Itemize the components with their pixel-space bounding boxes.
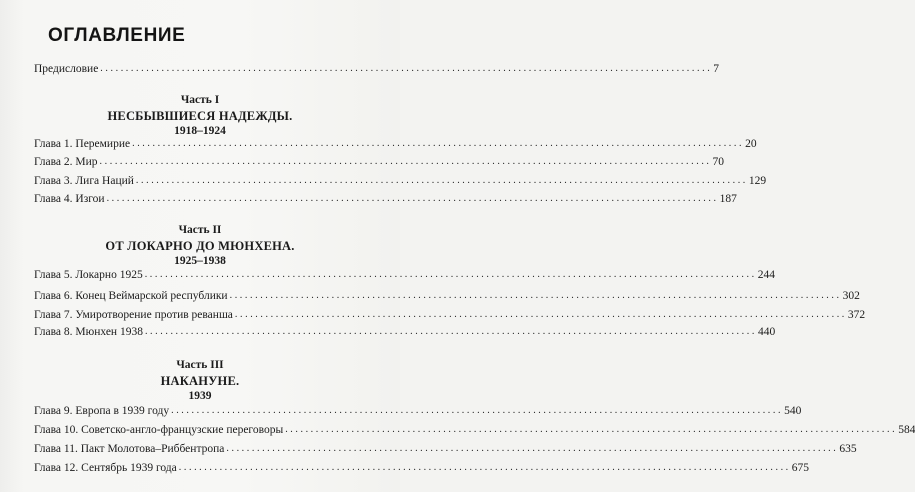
toc-entry-page: 540 [784, 405, 802, 417]
toc-entry-title: Предисловие [34, 63, 99, 75]
toc-entry-title: Глава 9. Европа в 1939 году [34, 405, 170, 417]
toc-entry-title: Глава 12. Сентябрь 1939 года [34, 462, 177, 474]
part-label: Часть I [180, 94, 220, 106]
dot-leader: ........................................................................................................................ [132, 138, 745, 149]
dot-leader: ........................................................................................................................ [106, 193, 719, 204]
toc-entry-page: 70 [712, 156, 725, 168]
toc-entry-title: Глава 1. Перемирие [34, 138, 131, 150]
toc-entry-preface [34, 60, 720, 76]
toc-entry-title: Глава 6. Конец Веймарской республики [34, 290, 228, 302]
toc-entry-title: Глава 10. Советско-англо-французские переговоры [34, 424, 284, 436]
dot-leader: ........................................................................................................................ [178, 462, 791, 473]
toc-entry-page: 244 [757, 269, 775, 281]
toc-entry-title: Глава 8. Мюнхен 1938 [34, 326, 143, 338]
toc-entry-chapter [34, 153, 725, 169]
toc-entry-chapter [34, 172, 767, 188]
dot-leader: ........................................................................................................................ [144, 269, 757, 280]
part-years: 1918–1924 [174, 125, 226, 137]
toc-entry-title: Глава 2. Мир [34, 156, 98, 168]
toc-entry-page: 7 [713, 63, 720, 75]
dot-leader: ........................................................................................................................ [171, 405, 784, 416]
toc-entry-chapter [34, 266, 775, 282]
toc-entry-chapter [34, 459, 810, 475]
toc-entry-page: 584 [898, 424, 915, 436]
toc-entry-chapter [34, 402, 802, 418]
part-label: Часть III [176, 359, 224, 371]
dot-leader: ........................................................................................................................ [229, 290, 842, 301]
part-heading [0, 223, 400, 269]
dot-leader: ........................................................................................................................ [99, 156, 712, 167]
toc-entry-chapter [34, 135, 757, 151]
part-title: ОТ ЛОКАРНО ДО МЮНХЕНА. [105, 239, 295, 253]
page-title: ОГЛАВЛЕНИЕ [48, 25, 186, 46]
toc-entry-page: 302 [842, 290, 860, 302]
toc-entry-title: Глава 4. Изгои [34, 193, 105, 205]
toc-entry-chapter [34, 323, 776, 339]
toc-entry-chapter [34, 440, 857, 456]
toc-entry-title: Глава 7. Умиротворение против реванша [34, 309, 233, 321]
part-label: Часть II [178, 224, 222, 236]
toc-entry-page: 635 [839, 443, 857, 455]
toc-entry-page: 20 [745, 138, 757, 150]
toc-entry-chapter [34, 306, 866, 322]
part-title: НАКАНУНЕ. [160, 374, 240, 388]
toc-entry-title: Глава 3. Лига Наций [34, 175, 134, 187]
toc-entry-page: 675 [791, 462, 810, 474]
toc-entry-page: 440 [757, 326, 776, 338]
part-years: 1939 [188, 390, 212, 402]
toc-entry-chapter [34, 421, 915, 437]
toc-entry-page: 187 [719, 193, 737, 205]
part-heading [0, 93, 400, 139]
dot-leader: ........................................................................................................................ [285, 424, 898, 435]
dot-leader: ........................................................................................................................ [100, 63, 713, 74]
toc-entry-page: 372 [847, 309, 866, 321]
toc-entry-page: 129 [748, 175, 767, 187]
dot-leader: ........................................................................................................................ [234, 309, 847, 320]
toc-entry-chapter [34, 287, 860, 303]
dot-leader: ........................................................................................................................ [226, 443, 839, 454]
toc-entry-chapter [34, 190, 737, 206]
dot-leader: ........................................................................................................................ [144, 326, 757, 337]
dot-leader: ........................................................................................................................ [135, 175, 748, 186]
toc-entry-title: Глава 11. Пакт Молотова–Риббентропа [34, 443, 225, 455]
part-heading [0, 358, 400, 404]
part-years: 1925–1938 [174, 255, 226, 267]
toc-entry-title: Глава 5. Локарно 1925 [34, 269, 143, 281]
part-title: НЕСБЫВШИЕСЯ НАДЕЖДЫ. [107, 109, 293, 123]
